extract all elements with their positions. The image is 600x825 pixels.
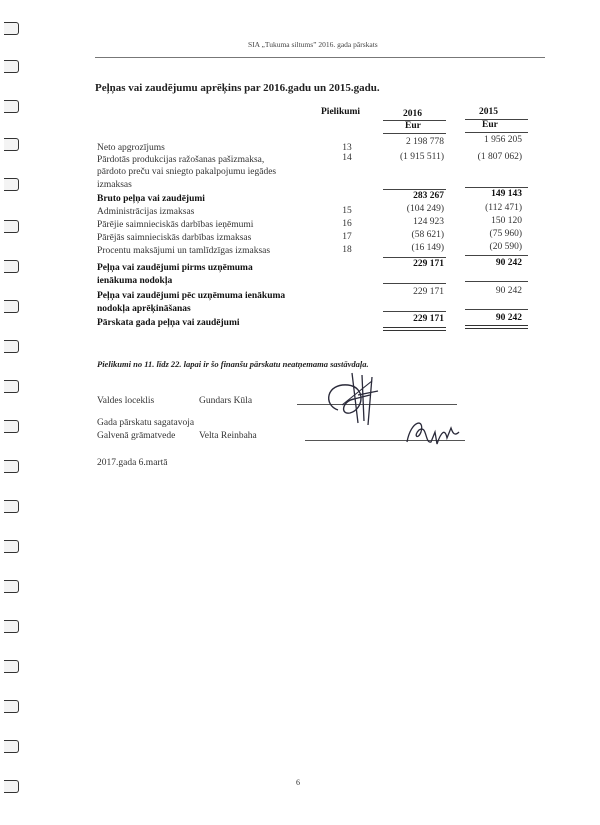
row-note: 14 — [342, 153, 352, 163]
signature-image — [318, 365, 398, 430]
signer-name: Gundars Kūla — [199, 396, 253, 406]
page-number: 6 — [296, 778, 300, 787]
row-v2016: 229 171 — [413, 314, 444, 324]
row-label-bold: Peļņa vai zaudējumi pirms uzņēmuma — [97, 263, 253, 273]
row-v2015: 90 242 — [495, 286, 522, 296]
row-v2015: 1 956 205 — [484, 135, 522, 145]
total-double-rule-2015 — [465, 325, 528, 329]
row-v2015: 90 242 — [495, 313, 522, 323]
row-v2016: (104 249) — [406, 204, 444, 214]
signer-role: Galvenā grāmatvede — [97, 431, 176, 441]
row-v2015: (112 471) — [485, 203, 522, 213]
row-v2016: 2 198 778 — [406, 137, 444, 147]
row-v2016: 229 171 — [413, 287, 444, 297]
subtotal-rule-2015 — [465, 187, 528, 188]
row-label: Administrācijas izmaksas — [97, 207, 195, 217]
row-v2015: (1 807 062) — [477, 152, 522, 162]
header-rule — [95, 57, 545, 58]
signature-image — [403, 414, 463, 452]
row-note: 17 — [342, 232, 352, 242]
row-v2015: 150 120 — [491, 216, 522, 226]
signer-name: Velta Reinbaha — [199, 431, 257, 441]
row-v2015: 149 143 — [491, 189, 522, 199]
subtotal-rule-2015 — [465, 309, 528, 310]
row-label: pārdoto preču vai sniegto pakalpojumu iegādes — [97, 167, 277, 177]
row-label: Pārējie saimnieciskās darbības ieņēmumi — [97, 220, 254, 230]
col-notes-header: Pielikumi — [321, 107, 361, 117]
row-label: Pārējās saimnieciskās darbības izmaksas — [97, 233, 252, 243]
row-v2016: (16 149) — [411, 243, 444, 253]
row-v2015: (20 590) — [489, 242, 522, 252]
rule-2015-unit — [465, 132, 528, 133]
page-header: SIA „Tukuma siltums” 2016. gada pārskats — [248, 40, 378, 49]
row-note: 18 — [342, 245, 352, 255]
row-v2015: 90 242 — [495, 258, 522, 268]
col-2015-header: 2015 — [479, 107, 498, 117]
subtotal-rule-2016 — [383, 311, 446, 312]
row-note: 16 — [342, 219, 352, 229]
row-note: 15 — [342, 206, 352, 216]
col-2016-header: 2016 — [403, 109, 422, 119]
row-label: izmaksas — [97, 180, 132, 190]
row-v2016: (1 915 511) — [400, 152, 444, 162]
document-date: 2017.gada 6.martā — [97, 458, 168, 468]
row-label: Neto apgrozījums — [97, 143, 165, 153]
binding-rings — [0, 0, 22, 825]
row-label: Procentu maksājumi un tamlīdzīgas izmaksas — [97, 246, 271, 256]
notes-footnote: Pielikumi no 11. līdz 22. lapai ir šo finanšu pārskatu neatņemama sastāvdaļa. — [97, 359, 369, 369]
row-v2016: 229 171 — [413, 259, 444, 269]
signer-role: Gada pārskatu sagatavoja — [97, 418, 195, 428]
row-label-bold: Peļņa vai zaudējumi pēc uzņēmuma ienākuma — [97, 291, 286, 301]
col-2015-unit: Eur — [482, 120, 498, 130]
subtotal-rule-2016 — [383, 283, 446, 284]
row-label-bold: Bruto peļņa vai zaudējumi — [97, 194, 205, 204]
statement-title: Peļņas vai zaudējumu aprēķins par 2016.gadu un 2015.gadu. — [95, 82, 380, 94]
row-v2016: 124 923 — [413, 217, 444, 227]
subtotal-rule-2016 — [383, 189, 446, 190]
row-label-bold: ienākuma nodokļa — [97, 276, 173, 286]
row-label: Pārdotās produkcijas ražošanas pašizmaksa, — [97, 155, 265, 165]
subtotal-rule-2015 — [465, 255, 528, 256]
rule-2016-unit — [383, 133, 446, 134]
row-note: 13 — [342, 143, 352, 153]
subtotal-rule-2016 — [383, 257, 446, 258]
subtotal-rule-2015 — [465, 281, 528, 282]
row-v2016: 283 267 — [413, 191, 444, 201]
row-label-bold: Pārskata gada peļņa vai zaudējumi — [97, 318, 240, 328]
row-label-bold: nodokļa aprēķināšanas — [97, 304, 191, 314]
row-v2016: (58 621) — [411, 230, 444, 240]
col-2016-unit: Eur — [405, 121, 421, 131]
total-double-rule-2016 — [383, 327, 446, 331]
row-v2015: (75 960) — [489, 229, 522, 239]
signer-role: Valdes loceklis — [97, 396, 155, 406]
